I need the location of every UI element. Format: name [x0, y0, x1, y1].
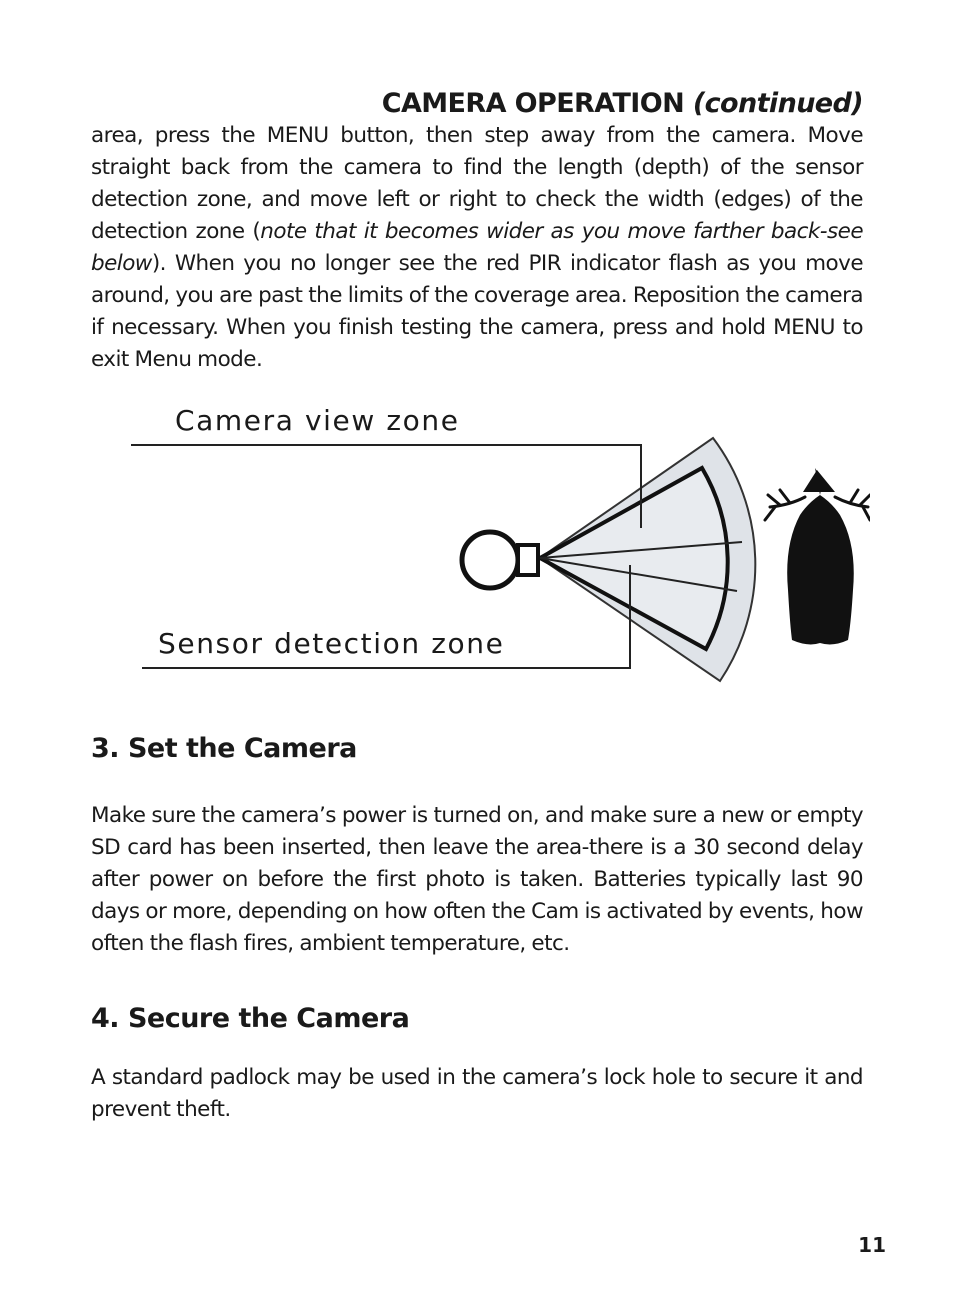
intro-text-italic: note that it becomes wider as you move farther back-see below [91, 219, 863, 276]
section-3-body: Make sure the camera’s power is turned on, and make sure a new or empty SD card has been inserted, then leave the area-there is a 30 second delay after power on before the first photo is taken. Batteries typically last 90 days or more, depending on how often the Cam is activated by events, how often the flash fires, ambient temperature, etc. [91, 803, 863, 956]
camera-zone-diagram [120, 395, 870, 690]
view-zone-leader [131, 445, 641, 528]
page-header [91, 84, 863, 124]
sensor-zone-label: Sensor detection zone [158, 627, 505, 660]
view-zone-label: Camera view zone [175, 404, 460, 437]
intro-text-a: area, press the MENU button, then step away from the camera. Move straight back from the camera to find the length (depth) of the sensor detection zone, and move left or right to check the width (edges) of the detection zone ( [91, 123, 863, 244]
intro-paragraph [91, 120, 863, 376]
section-4-heading: 4. Secure the Camera [91, 1003, 410, 1034]
section-3-heading: 3. Set the Camera [91, 733, 357, 764]
header-title-suffix: (continued) [692, 88, 863, 119]
section-4-body: A standard padlock may be used in the camera’s lock hole to secure it and prevent theft. [91, 1065, 863, 1122]
page-number: 11 [858, 1233, 886, 1257]
deer-silhouette [765, 468, 870, 644]
intro-text-b: ). When you no longer see the red PIR indicator flash as you move around, you are past the limits of the coverage area. Reposition the camera if necessary. When you finish testing the camera, press and hold MENU to exit Menu mode. [91, 251, 863, 372]
camera-sensor-block [518, 545, 538, 575]
camera-lens [462, 532, 518, 588]
header-title: CAMERA OPERATION [381, 88, 685, 119]
